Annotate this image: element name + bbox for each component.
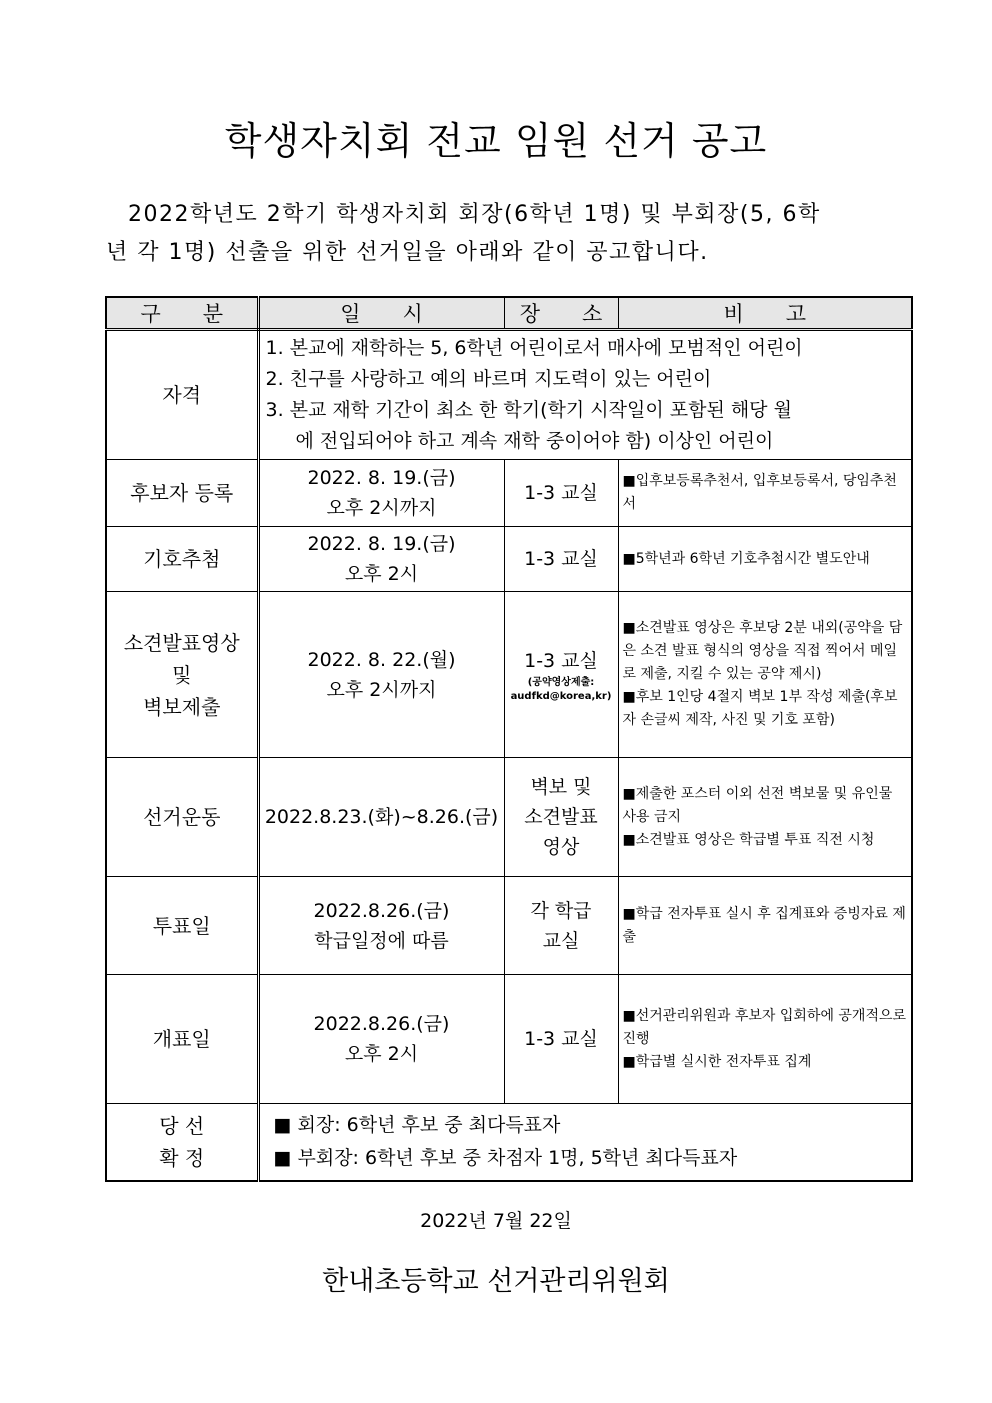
table-row (106, 592, 912, 758)
intro-line-2: 년 각 1명) 선출을 위한 선거일을 아래와 같이 공고합니다. (106, 240, 709, 265)
row-label (106, 1104, 258, 1181)
place-line: 벽보 및 (530, 776, 592, 799)
label-line: 및 (172, 662, 192, 687)
row-date (258, 527, 504, 592)
time-line: 학급일정에 따름 (314, 929, 449, 952)
time-line: 오후 2시까지 (326, 678, 437, 701)
row-date (258, 877, 504, 975)
place-line: 각 학급 (530, 899, 592, 922)
qualification-item: 에 전입되어야 하고 계속 재학 중이어야 함) 이상인 어린이 (295, 430, 774, 453)
row-place: 1-3 교실 (504, 527, 618, 592)
table-row (106, 527, 912, 592)
place-line: 영상 (542, 836, 580, 859)
row-remarks (618, 877, 912, 975)
row-date (258, 592, 504, 758)
election-confirmation (258, 1104, 912, 1181)
label-line: 벽보제출 (143, 694, 221, 719)
date-line: 2022. 8. 19.(금) (307, 533, 456, 556)
qualification-item: 1. 본교에 재학하는 5, 6학년 어린이로서 매사에 모범적인 어린이 (265, 337, 803, 360)
table-row (106, 460, 912, 527)
row-label: 선거운동 (106, 758, 258, 877)
row-remarks (618, 592, 912, 758)
remark-item: ■소견발표 영상은 후보당 2분 내외(공약을 담은 소견 발표 형식의 영상을 직접 찍어서 메일로 제출, 지킬 수 있는 공약 제시) (622, 620, 903, 683)
header-category: 구 분 (106, 297, 258, 330)
confirmation-item: ■ 부회장: 6학년 후보 중 차점자 1명, 5학년 최다득표자 (273, 1147, 738, 1170)
row-remarks (618, 460, 912, 527)
remark-item: ■5학년과 6학년 기호추첨시간 별도안내 (622, 550, 870, 567)
remark-item: ■학급별 실시한 전자투표 집계 (622, 1053, 812, 1070)
date-line: 2022. 8. 22.(월) (307, 648, 456, 671)
row-label: 투표일 (106, 877, 258, 975)
qualification-list (258, 330, 912, 460)
confirmation-item: ■ 회장: 6학년 후보 중 최다득표자 (273, 1114, 561, 1137)
intro-line-1: 2022학년도 2학기 학생자치회 회장(6학년 1명) 및 부회장(5, 6학 (128, 202, 821, 227)
row-label: 후보자 등록 (106, 460, 258, 527)
place-line: 소견발표 (524, 806, 598, 829)
row-place (504, 592, 618, 758)
notice-date: 2022년 7월 22일 (420, 1210, 572, 1232)
table-row-final (106, 1104, 912, 1181)
time-line: 오후 2시 (344, 1043, 419, 1066)
row-date (258, 460, 504, 527)
remark-item: ■선거관리위원과 후보자 입회하에 공개적으로 진행 (622, 1007, 907, 1047)
election-schedule-table (105, 296, 913, 1182)
row-place: 1-3 교실 (504, 460, 618, 527)
intro-paragraph (106, 196, 910, 272)
qualification-item: 2. 친구를 사랑하고 예의 바르며 지도력이 있는 어린이 (265, 368, 712, 391)
label-line: 당 선 (159, 1114, 205, 1139)
table-row (106, 877, 912, 975)
table-row (106, 975, 912, 1104)
header-place: 장 소 (504, 297, 618, 330)
row-date (258, 975, 504, 1104)
row-label (106, 592, 258, 758)
place-line: 1-3 교실 (524, 649, 598, 672)
row-label: 기호추첨 (106, 527, 258, 592)
remark-item: ■입후보등록추천서, 입후보등록서, 당임추천서 (622, 473, 897, 513)
row-date: 2022.8.23.(화)~8.26.(금) (258, 758, 504, 877)
remark-item: ■학급 전자투표 실시 후 집계표와 증빙자료 제출 (622, 905, 906, 945)
place-line: 교실 (542, 929, 580, 952)
header-datetime: 일 시 (258, 297, 504, 330)
table-header-row (106, 297, 912, 330)
row-remarks (618, 527, 912, 592)
label-line: 확 정 (159, 1146, 205, 1171)
date-line: 2022.8.26.(금) (313, 1013, 450, 1036)
qualification-item: 3. 본교 재학 기간이 최소 한 학기(학기 시작일이 포함된 해당 월 (265, 399, 792, 422)
time-line: 오후 2시까지 (326, 497, 437, 520)
row-remarks (618, 975, 912, 1104)
table-row (106, 758, 912, 877)
remark-item: ■소견발표 영상은 학급별 투표 직전 시청 (622, 831, 875, 848)
remark-item: ■후보 1인당 4절지 벽보 1부 작성 제출(후보자 손글씨 제작, 사진 및 기호 포함) (622, 689, 898, 729)
date-line: 2022.8.26.(금) (313, 899, 450, 922)
header-remarks: 비 고 (618, 297, 912, 330)
notice-title: 학생자치회 전교 임원 선거 공고 (224, 119, 768, 163)
video-submission-email: (공약영상제출: audfkd@korea,kr) (510, 676, 612, 702)
row-remarks (618, 758, 912, 877)
row-place: 1-3 교실 (504, 975, 618, 1104)
remark-item: ■제출한 포스터 이외 선전 벽보물 및 유인물 사용 금지 (622, 785, 893, 825)
date-line: 2022. 8. 19.(금) (307, 467, 456, 490)
time-line: 오후 2시 (344, 563, 419, 586)
row-label: 개표일 (106, 975, 258, 1104)
row-place (504, 758, 618, 877)
table-row-qualification (106, 330, 912, 460)
row-label: 자격 (106, 330, 258, 460)
issuing-organization: 한내초등학교 선거관리위원회 (322, 1266, 670, 1297)
row-place (504, 877, 618, 975)
label-line: 소견발표영상 (123, 630, 240, 655)
